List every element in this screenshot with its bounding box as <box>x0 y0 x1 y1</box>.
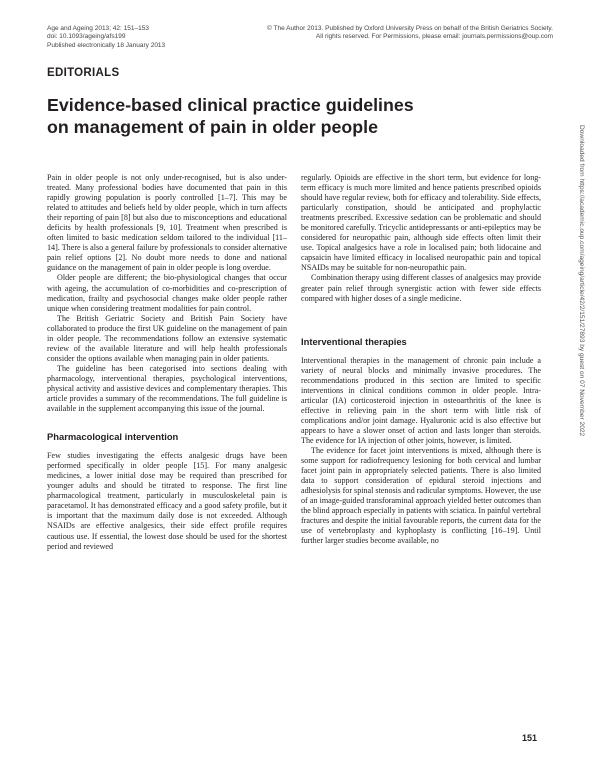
article-title <box>47 94 553 138</box>
copyright-notice <box>250 25 553 42</box>
paragraph: The British Geriatric Society and British Pain Society have collaborated to produce the first UK guideline on the management of pain in older people. The recommendations follow an extensive systematic review of the available literature and will help health professionals consider the options available when managing pain in older patients. <box>47 313 287 363</box>
journal-citation: Age and Ageing 2013; 42: 151–153 <box>47 25 149 32</box>
permissions-line: All rights reserved. For Permissions, please email: journals.permissions@oup.com <box>315 33 553 41</box>
doi[interactable]: doi: 10.1093/ageing/afs199 <box>47 33 126 41</box>
paragraph: Older people are different; the bio-physiological changes that occur with ageing, the accumulation of co-morbidities and co-prescription of medication, frailty and psychosocial changes make older people rather unique when considering treatment modalities for pain control. <box>47 273 287 313</box>
article-title-line-2: on management of pain in older people <box>47 117 378 137</box>
section-label: EDITORIALS <box>47 67 120 79</box>
download-watermark <box>576 125 586 655</box>
paragraph: Pain in older people is not only under-recognised, but is also under-treated. Many professional bodies have documented that pain in this rapidly growing population is poorly controlled [1–7]. This may be related to attitudes and beliefs held by older people, which in turn affects their reporting of pain [8] but also due to misconceptions and educational deficits by health professionals [9, 10]. Treatment when prescribed is often limited to basic medication seldom tailored to the individual [11–14]. There is also a general failure by professionals to consider alternative pain relief options [2]. No doubt more needs to done and national guidance on the management of pain in older people is long overdue. <box>47 173 287 273</box>
page-number: 151 <box>522 733 538 743</box>
left-column <box>47 173 287 552</box>
copyright-line: © The Author 2013. Published by Oxford University Press on behalf of the British Geriatrics Society. <box>267 25 553 32</box>
section-heading-pharmacological: Pharmacological intervention <box>47 431 179 443</box>
paragraph: Combination therapy using different classes of analgesics may provide greater pain relief through synergistic action with fewer side effects compared with higher doses of a single medicine. <box>301 273 541 303</box>
right-column <box>301 173 541 547</box>
paragraph: Interventional therapies in the management of chronic pain include a variety of neural blocks and minimally invasive procedures. The recommendations produced in this section are limited to specific interventions in clinical conditions common in older people. Intra-articular (IA) corticosteroid injection in osteoarthritis of the knee is effective in relieving pain in the short term with little risk of complications and/or joint damage. Hyaluronic acid is also effective but appears to have a slower onset of action and lasts longer than steroids. The evidence for IA injection of other joints, however, is limited. <box>301 355 541 445</box>
section-heading-interventional: Interventional therapies <box>301 335 407 347</box>
publication-date: Published electronically 18 January 2013 <box>47 41 166 49</box>
paragraph: Few studies investigating the effects analgesic drugs have been performed specifically in older people [15]. For many analgesic medicines, a lower initial dose may be required than prescribed for younger adults and should be titrated to response. The first line pharmacological treatment, particularly in musculoskeletal pain is paracetamol. It has demonstrated efficacy and a good safety profile, but it is important that the maximum daily dose is not exceeded. Although NSAIDs are effective analgesics, their side effect profile requires cautious use. If essential, the lowest dose should be used for the shortest period and reviewed <box>47 451 287 551</box>
paragraph: The evidence for facet joint interventions is mixed, although there is some support for radiofrequency lesioning for both cervical and lumbar facet joint pain in appropriately selected patients. There is also limited data to support consideration of epidural steroid injections and adhesiolysis for spinal stenosis and radicular symptoms. However, the use of an image-guided transforaminal approach yielded better outcomes than the blind approach especially in patients with sciatica. In painful vertebral fractures and despite the initial favourable reports, the current data for the use of vertebroplasty and kyphoplasty is conflicting [16–19]. Until further larger studies become available, no <box>301 446 541 546</box>
article-title-line-1: Evidence-based clinical practice guidelines <box>47 95 414 115</box>
paragraph: The guideline has been categorised into sections dealing with pharmacology, interventional therapies, psychological interventions, physical activity and assistive devices and complementary therapies. This article provides a summary of the recommendations. The full guideline is available in the supplement accompanying this issue of the journal. <box>47 363 287 414</box>
download-watermark-text: Downloaded from https://academic.oup.com/ageing/article/42/2/151/27893 by guest on 07 November 2022 <box>578 125 585 437</box>
paragraph: regularly. Opioids are effective in the short term, but evidence for long-term efficacy is much more limited and hence patients prescribed opioids should have regular review, both for efficacy and tolerability. Side effects, particularly constipation, should be anticipated and prophylactic treatments prescribed. Excessive sedation can be problematic and should be monitored carefully. Tricyclic antidepressants or anti-epileptics may be considered for neuropathic pain, although side effects often limit their use. Topical analgesics have a role in localised pain; both lidocaine and capsaicin have limited efficacy in localised neuropathic pain and topical NSAIDs may be suitable for non-neuropathic pain. <box>301 173 541 273</box>
